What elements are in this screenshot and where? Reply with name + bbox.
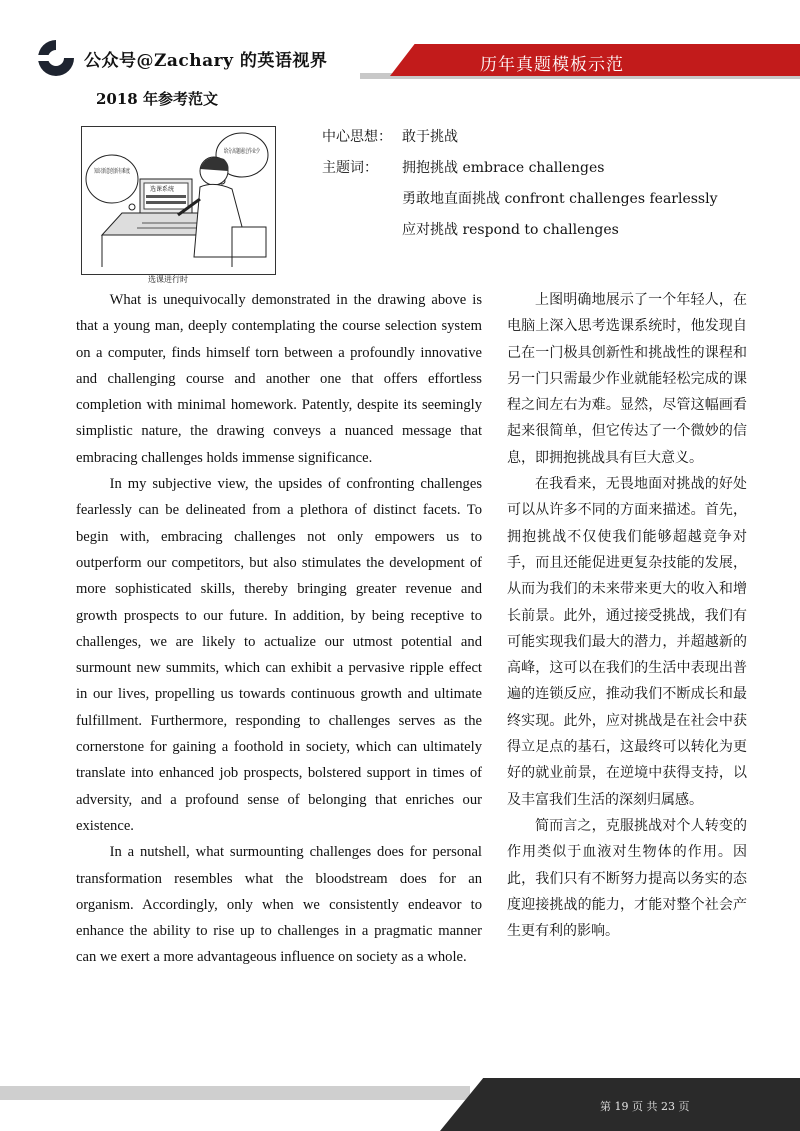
topic-item: 勇敢地直面挑战 confront challenges fearlessly (402, 191, 718, 207)
essay-title: 2018 年参考范文 (96, 90, 218, 108)
chinese-translation (507, 287, 747, 944)
topic-item: 应对挑战 respond to challenges (402, 222, 619, 238)
english-paragraph: In a nutshell, what surmounting challenges does for personal transformation resembles what the bloodstream does for an organism. Accordingly, only when we consistently endeavor to enhance the ability to rise up to challenges in a pragmatic manner can we exert a more advantageous influence on society as a whole. (76, 844, 482, 966)
english-essay (76, 287, 482, 971)
chinese-paragraph: 简而言之，克服挑战对个人转变的作用类似于血液对生物体的作用。因此，我们只有不断努力提高以务实的态度迎接挑战的能力，才能对整个社会产生更有利的影响。 (507, 817, 747, 940)
chinese-paragraph: 在我看来，无畏地面对挑战的好处可以从许多不同的方面来描述。首先，拥抱挑战不仅使我们能够超越竞争对手，而且还能促进更复杂技能的发展，从而为我们的未来带来更大的收入和增长前景。此外，通过接受挑战，我们有可能实现我们最大的潜力，并超越新的高峰，这可以在我们的生活中表现出普遍的连锁反应，推动我们不断成长和最终实现。此外，应对挑战是在社会中获得立足点的基石，这最终可以转化为更好的就业前景，在逆境中获得支持，以及丰富我们生活的深刻归属感。 (507, 476, 747, 808)
logo-icon (34, 38, 78, 78)
chinese-paragraph: 上图明确地展示了一个年轻人，在电脑上深入思考选课系统时，他发现自己在一门极具创新性和挑战性的课程和另一门只需最少作业就能轻松完成的课程之间左右为难。显然，尽管这幅画看起来很简单，但它传达了一个微妙的信息，即拥抱挑战具有巨大意义。 (507, 292, 747, 466)
cartoon-figure (81, 126, 276, 275)
page-footer (0, 1078, 800, 1131)
bubble-left-text: 知识新意创新有难度 (94, 168, 149, 175)
english-paragraph: What is unequivocally demonstrated in the drawing above is that a young man, deeply contemplating the course selection system on a computer, finds himself torn between a profoundly innovative and challenging course and another one that offers effortless completion with minimal homework. Patently, despite its seemingly simplistic nature, the drawing conveys a nuanced message that embracing challenges holds immense significance. (76, 292, 482, 466)
english-paragraph: In my subjective view, the upsides of confronting challenges fearlessly can be delineated from a plethora of distinct facets. To begin with, embracing challenges not only empowers us to outperform our competitors, but also stimulates the development of more sophisticated skills, thereby bringing greater revenue and growth prospects to our future. In addition, by being receptive to challenges, we are likely to actualize our utmost potential and surmount new summits, which can exhibit a pervasive ripple effect in our lives, propelling us towards continuous growth and ultimate fulfillment. Furthermore, responding to challenges serves as the cornerstone for gaining a foothold in society, which can ultimately translate into enhanced job prospects, bolstered support in times of adversity, and a profound sense of belonging that enriches our existence. (76, 476, 482, 834)
figure-caption: 选课进行时 (148, 275, 188, 284)
page-header (0, 30, 800, 80)
theme-label: 中心思想： (322, 129, 392, 145)
page-number: 第 19 页 共 23 页 (600, 1100, 690, 1113)
theme-value: 敢于挑战 (402, 129, 458, 145)
topic-label: 主题词： (322, 160, 378, 176)
section-banner-label: 历年真题模板示范 (480, 55, 624, 75)
screen-label: 选课系统 (150, 186, 175, 193)
cartoon-illustration (82, 127, 275, 274)
account-title: 公众号@Zachary 的英语视界 (84, 51, 328, 71)
footer-grey-band (0, 1086, 470, 1100)
bubble-right-text: 给分高题通过作业少 (224, 148, 275, 155)
topic-item: 拥抱挑战 embrace challenges (402, 160, 605, 176)
